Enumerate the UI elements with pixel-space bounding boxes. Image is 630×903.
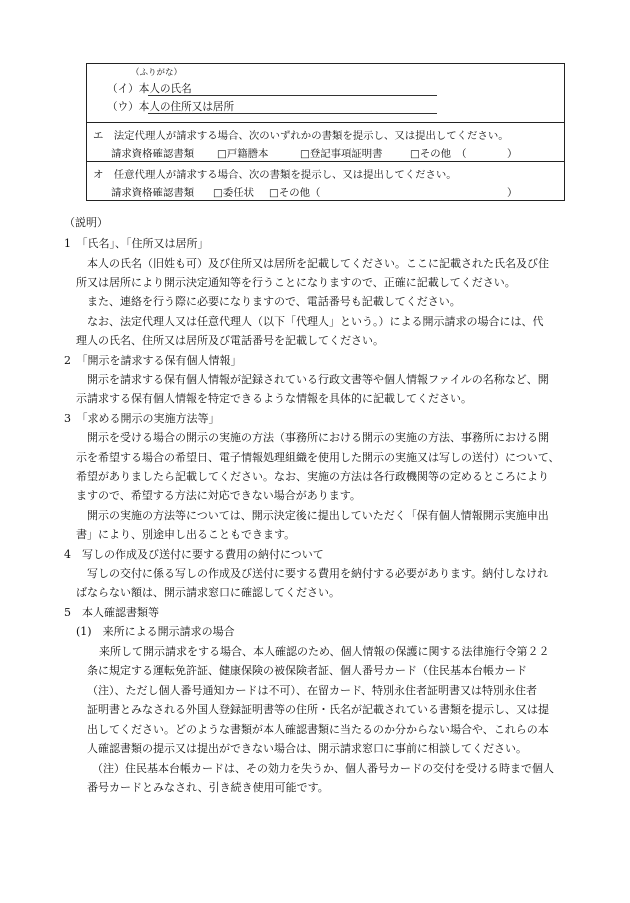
paragraph-line: 写しの交付に係る写しの作成及び送付に要する費用を納付する必要があります。納付しなけれ bbox=[87, 567, 549, 580]
legal-rep-docs-label: 請求資格確認書類 bbox=[111, 148, 195, 160]
paragraph-line: 本人の氏名（旧姓も可）及び住所又は居所を記載してください。ここに記載された氏名及び住 bbox=[87, 257, 549, 270]
note-line: （注）住民基本台帳カードは、その効力を失うか、個人番号カードの交付を受ける時まで個人 bbox=[92, 762, 554, 775]
requester-form-box bbox=[86, 63, 565, 201]
note-line: 番号カードとみなされ、引き続き使用可能です。 bbox=[87, 781, 329, 794]
subsection-heading: (1) 来所による開示請求の場合 bbox=[76, 625, 235, 638]
paragraph-line: 開示を受ける場合の開示の実施の方法（事務所における開示の実施の方法、事務所における開 bbox=[87, 431, 549, 444]
paragraph-line: 出してください。どのような書類が本人確認書類に当たるのか分からない場合や、これらの本 bbox=[87, 723, 549, 736]
legal-other-close-paren: ） bbox=[507, 148, 518, 160]
section-heading: 1 「氏名」、「住所又は居所」 bbox=[64, 237, 209, 250]
paragraph-line: ますので、希望する方法に対応できない場合があります。 bbox=[76, 489, 361, 502]
address-field[interactable] bbox=[148, 99, 437, 114]
paragraph-line: 開示を請求する保有個人情報が記録されている行政文書等や個人情報ファイルの名称など、開 bbox=[87, 373, 549, 386]
checkbox-power-of-attorney[interactable]: □委任状 bbox=[213, 187, 254, 199]
paragraph-line: 人確認書類の提示又は提出ができない場合は、開示請求窓口に事前に相談してください。 bbox=[87, 742, 527, 755]
name-label: （イ）本人の氏名 bbox=[107, 83, 192, 95]
explanation-heading: （説明） bbox=[64, 216, 108, 229]
paragraph-line: 理人の氏名、住所又は居所及び電話番号を記載してください。 bbox=[76, 334, 384, 347]
address-line bbox=[107, 99, 234, 114]
voluntary-representative-section bbox=[87, 161, 564, 200]
paragraph-line: 示を希望する場合の希望日、電子情報処理組織を使用した開示の実施又は写しの送付）について、 bbox=[76, 451, 560, 464]
section-heading: 2 「開示を請求する保有個人情報」 bbox=[64, 354, 242, 367]
paragraph-line: なお、法定代理人又は任意代理人（以下「代理人」という。）による開示請求の場合には、代 bbox=[87, 315, 544, 328]
paragraph-line: ばならない額は、開示請求窓口に確認してください。 bbox=[76, 586, 340, 599]
voluntary-other-close-paren: ） bbox=[507, 187, 518, 199]
furigana-label: （ふりがな） bbox=[131, 68, 183, 78]
paragraph-line: また、連絡を行う際に必要になりますので、電話番号も記載してください。 bbox=[87, 295, 461, 308]
name-line bbox=[107, 81, 192, 96]
voluntary-rep-docs-label: 請求資格確認書類 bbox=[111, 187, 195, 199]
name-field[interactable] bbox=[148, 81, 437, 96]
paragraph-line: 書」により、別途申し出ることもできます。 bbox=[76, 528, 296, 541]
paragraph-line: 開示の実施の方法等については、開示決定後に提出していただく「保有個人情報開示実施申出 bbox=[87, 509, 549, 522]
paragraph-line: 希望がありましたら記載してください。なお、実施の方法は各行政機関等の定めるところにより bbox=[76, 470, 549, 483]
paragraph-line: 証明書とみなされる外国人登録証明書等の住所・氏名が記載されている書類を提示し、又は提 bbox=[87, 703, 549, 716]
section-heading: 4 写しの作成及び送付に要する費用の納付について bbox=[64, 548, 324, 561]
legal-rep-instruction: エ 法定代理人が請求する場合、次のいずれかの書類を提示し、又は提出してください。 bbox=[93, 130, 509, 142]
paragraph-line: 示請求する保有個人情報を特定できるような情報を具体的に記載してください。 bbox=[76, 392, 472, 405]
checkbox-registry-certificate[interactable]: □登記事項証明書 bbox=[300, 148, 383, 160]
paragraph-line: 条に規定する運転免許証、健康保険の被保険者証、個人番号カード（住民基本台帳カード bbox=[87, 664, 527, 677]
name-address-section bbox=[87, 64, 564, 122]
checkbox-voluntary-other[interactable]: □その他（ bbox=[269, 187, 321, 199]
voluntary-rep-instruction: オ 任意代理人が請求する場合、次の書類を提示し、又は提出してください。 bbox=[93, 169, 457, 181]
checkbox-legal-other[interactable]: □その他 （ bbox=[410, 148, 467, 160]
paragraph-line: （注）、ただし個人番号通知カードは不可）、在留カード、特別永住者証明書又は特別永住者 bbox=[87, 684, 538, 697]
legal-representative-section bbox=[87, 122, 564, 161]
checkbox-family-register[interactable]: □戸籍謄本 bbox=[217, 148, 269, 160]
paragraph-line: 来所して開示請求をする場合、本人確認のため、個人情報の保護に関する法律施行令第２２ bbox=[99, 645, 550, 658]
section-heading: 3 「求める開示の実施方法等」 bbox=[64, 412, 220, 425]
paragraph-line: 所又は居所により開示決定通知等を行うことになりますので、正確に記載してください。 bbox=[76, 276, 516, 289]
section-heading: 5 本人確認書類等 bbox=[64, 606, 159, 619]
address-label: （ウ）本人の住所又は居所 bbox=[107, 101, 235, 113]
